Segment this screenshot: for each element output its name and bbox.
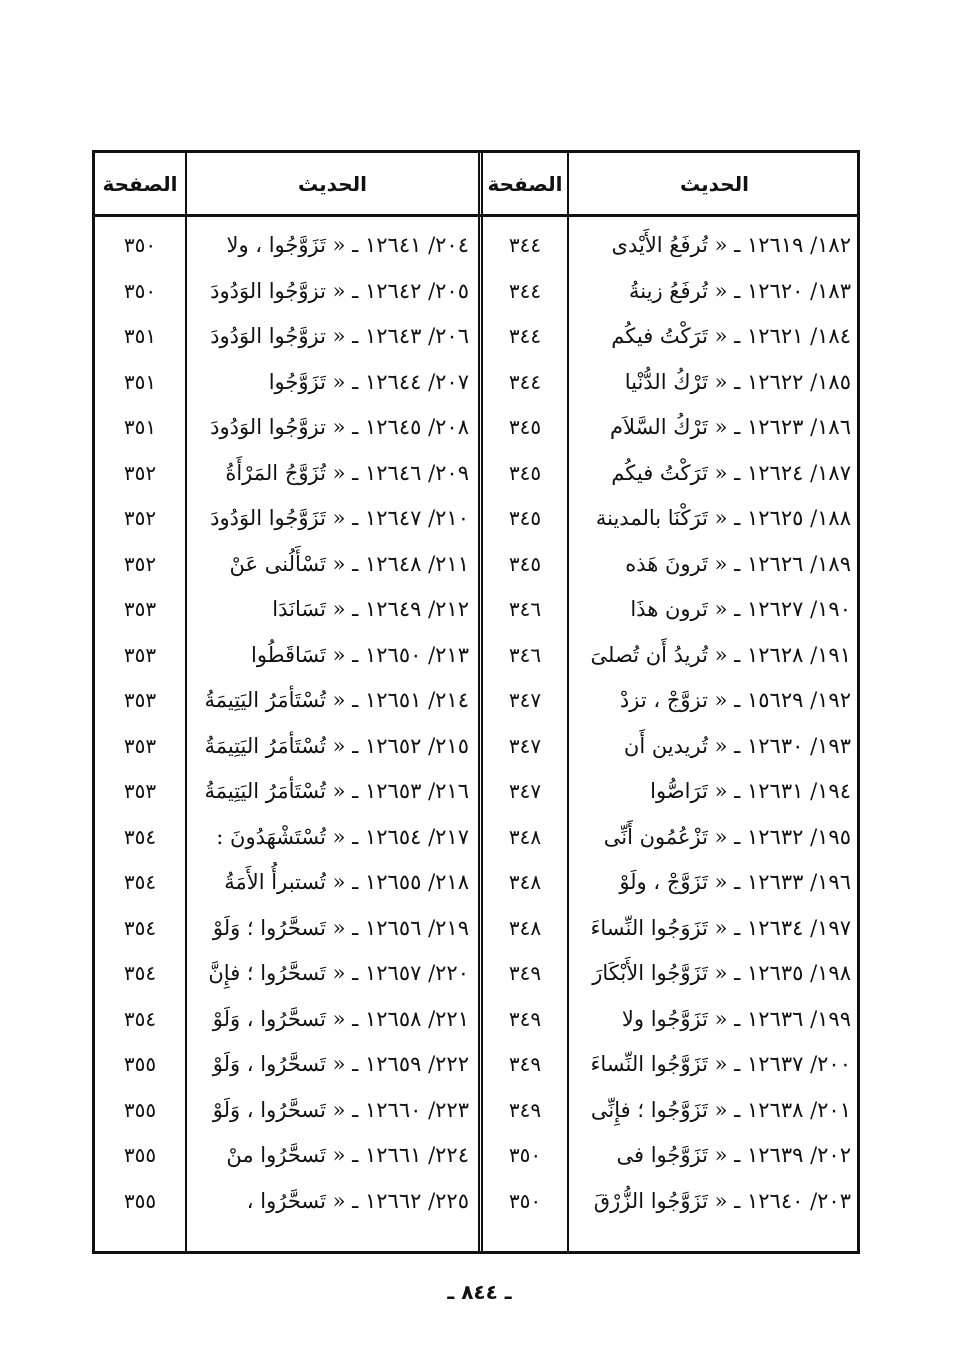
page-number-cell: ٣٥٤ <box>123 1006 157 1031</box>
page-number-cell: ٣٤٨ <box>508 870 542 894</box>
hadith-entry: ٢١٦/ ١٢٦٥٣ ـ « تُسْتَأمَرُ اليَتِيمَةُ <box>204 779 469 803</box>
hadith-entry: ٢٢٥/ ١٢٦٦٢ ـ « تَسحَّرُوا ، <box>246 1188 469 1213</box>
page-number-cell: ٣٥٥ <box>123 1143 157 1167</box>
page-number-cell: ٣٥٥ <box>123 1188 157 1213</box>
page-number-cell: ٣٥٣ <box>123 642 157 667</box>
page-number-cell: ٣٥٤ <box>123 870 157 894</box>
hadith-entry: ٢٠٧/ ١٢٦٤٤ ـ « تَزَوَّجُوا <box>268 369 469 394</box>
hadith-entry: ٢٢٣/ ١٢٦٦٠ ـ « تَسحَّرُوا ، وَلَوْ <box>212 1097 469 1122</box>
page-number-cell: ٣٥١ <box>123 415 157 439</box>
page-number-cell: ٣٤٨ <box>508 824 542 849</box>
page-number-cell: ٣٤٧ <box>508 779 542 803</box>
hadith-entry: ٢٠٣/ ١٢٦٤٠ ـ « تَزَوَّجُوا الزُّرْقَ <box>593 1188 851 1213</box>
hadith-entry: ٢١٥/ ١٢٦٥٢ ـ « تُسْتَأمَرُ اليَتِيمَةُ <box>204 733 469 758</box>
hadith-entry: ١٨٨/ ١٢٦٢٥ ـ « تَرَكْنَا بالمدينة <box>595 506 851 530</box>
page-number-cell: ٣٤٩ <box>508 1052 542 1076</box>
hadith-entry: ١٨٣/ ١٢٦٢٠ ـ « تُرفَعُ زينةُ <box>629 278 851 303</box>
page-number-cell: ٣٤٩ <box>508 1097 542 1122</box>
hadith-entry: ٢١١/ ١٢٦٤٨ ـ « تَسْأَلُنى عَنْ <box>229 551 469 576</box>
hadith-entry: ٢٠٠/ ١٢٦٣٧ ـ « تَزَوَّجُوا النِّساءَ <box>590 1052 851 1076</box>
hadith-entry: ٢١٢/ ١٢٦٤٩ ـ « تَسَانَدَا <box>272 597 469 621</box>
column-divider <box>185 153 187 1251</box>
hadith-entry: ١٨٢/ ١٢٦١٩ ـ « تُرفَعُ الأَيْدى <box>611 233 851 257</box>
page-number-cell: ٣٤٤ <box>508 278 542 303</box>
page-number-cell: ٣٥٢ <box>123 506 157 530</box>
hadith-entry: ٢١٤/ ١٢٦٥١ ـ « تُسْتَأمَرُ اليَتِيمَةُ <box>204 688 469 712</box>
hadith-entry: ١٩٥/ ١٢٦٣٢ ـ « تَزْعُمُون أَنِّى <box>603 824 851 849</box>
page-number-cell: ٣٤٤ <box>508 233 542 257</box>
page-number-cell: ٣٤٩ <box>508 1006 542 1031</box>
hadith-entry: ١٩٨/ ١٢٦٣٥ ـ « تَزَوَّجُوا الأَبْكَارَ <box>592 961 851 985</box>
page-number-cell: ٣٥٤ <box>123 961 157 985</box>
page-number-cell: ٣٤٧ <box>508 688 542 712</box>
column-divider <box>567 153 569 1251</box>
hadith-entry: ٢١٠/ ١٢٦٤٧ ـ « تَزَوَّجُوا الوَدُودَ <box>210 506 469 530</box>
page-number-cell: ٣٥٣ <box>123 688 157 712</box>
page-number-cell: ٣٥٠ <box>508 1188 542 1213</box>
hadith-entry: ٢٠٩/ ١٢٦٤٦ ـ « تُزَوَّجُ المَرْأَةُ <box>225 460 469 485</box>
page-number-cell: ٣٥٠ <box>508 1143 542 1167</box>
hadith-entry: ١٨٩/ ١٢٦٢٦ ـ « تَرونَ هَذه <box>625 551 851 576</box>
page-number-cell: ٣٥٢ <box>123 551 157 576</box>
hadith-entry: ٢١٧/ ١٢٦٥٤ ـ « تُسْتَشْهَدُونَ : <box>216 824 469 849</box>
page-number-cell: ٣٤٥ <box>508 415 542 439</box>
hadith-entry: ١٨٤/ ١٢٦٢١ ـ « تَرَكْتُ فيكُم <box>611 324 851 348</box>
page-number-cell: ٣٥٤ <box>123 824 157 849</box>
hadith-entry: ٢٢٢/ ١٢٦٥٩ ـ « تَسحَّرُوا ، وَلَوْ <box>212 1052 469 1076</box>
hadith-entry: ١٩٧/ ١٢٦٣٤ ـ « تَزَوَجُوا النِّساءَ <box>590 915 851 940</box>
page-number-cell: ٣٥١ <box>123 369 157 394</box>
page-number-cell: ٣٥٥ <box>123 1097 157 1122</box>
page-number-cell: ٣٤٦ <box>508 642 542 667</box>
page-number-cell: ٣٥١ <box>123 324 157 348</box>
hadith-entry: ٢٠٦/ ١٢٦٤٣ ـ « تزوَّجُوا الوَدُودَ <box>210 324 469 348</box>
hadith-entry: ١٩٢/ ١٥٦٢٩ ـ « تزوَّجْ ، تزدْ <box>619 688 851 712</box>
header-left-page: الصفحة <box>102 172 178 196</box>
page-number-cell: ٣٤٦ <box>508 597 542 621</box>
hadith-entry: ١٩٠/ ١٢٦٢٧ ـ « تَرون هذَا <box>630 597 851 621</box>
hadith-entry: ٢٢١/ ١٢٦٥٨ ـ « تَسحَّرُوا ، وَلَوْ <box>212 1006 469 1031</box>
hadith-entry: ١٨٦/ ١٢٦٢٣ ـ « تَرْكُ السَّلاَم <box>610 415 851 439</box>
hadith-entry: ٢٠٥/ ١٢٦٤٢ ـ « تزوَّجُوا الوَدُودَ <box>210 278 469 303</box>
hadith-entry: ٢٠٤/ ١٢٦٤١ ـ « تَزَوَّجُوا ، ولا <box>226 233 469 257</box>
page-number-cell: ٣٤٤ <box>508 369 542 394</box>
page-number-cell: ٣٥٣ <box>123 779 157 803</box>
page-number-cell: ٣٤٥ <box>508 551 542 576</box>
hadith-entry: ٢٢٠/ ١٢٦٥٧ ـ « تَسحَّرُوا ؛ فإِنَّ <box>208 961 469 985</box>
hadith-entry: ٢١٣/ ١٢٦٥٠ ـ « تَسَاقَطُوا <box>251 642 469 667</box>
header-right-hadith: الحديث <box>679 172 749 196</box>
page-number-cell: ٣٤٧ <box>508 733 542 758</box>
page-number-cell: ٣٥٥ <box>123 1052 157 1076</box>
hadith-entry: ١٨٧/ ١٢٦٢٤ ـ « تَرَكْتُ فيكُم <box>611 460 851 485</box>
hadith-entry: ١٩١/ ١٢٦٢٨ ـ « تُريدُ أَن تُصلىَ <box>590 642 851 667</box>
hadith-entry: ٢٠١/ ١٢٦٣٨ ـ « تَزَوَّجُوا ؛ فإِنِّى <box>590 1097 851 1122</box>
hadith-entry: ٢٢٤/ ١٢٦٦١ ـ « تَسحَّرُوا منْ <box>226 1143 469 1167</box>
page-number-cell: ٣٥٣ <box>123 733 157 758</box>
page-number-cell: ٣٤٥ <box>508 460 542 485</box>
hadith-entry: ١٩٣/ ١٢٦٣٠ ـ « تُريدين أَن <box>623 733 851 758</box>
hadith-entry: ٢١٩/ ١٢٦٥٦ ـ « تَسحَّرُوا ؛ وَلَوْ <box>212 915 469 940</box>
page-number-cell: ٣٥٤ <box>123 915 157 940</box>
hadith-entry: ٢١٨/ ١٢٦٥٥ ـ « تُستبرأُ الأَمَةُ <box>224 870 469 894</box>
header-left-hadith: الحديث <box>297 172 367 196</box>
hadith-entry: ١٨٥/ ١٢٦٢٢ ـ « تَرْكُ الدُّنْيا <box>624 369 851 394</box>
hadith-entry: ١٩٤/ ١٢٦٣١ ـ « تَرَاصُّوا <box>650 779 851 803</box>
hadith-entry: ١٩٩/ ١٢٦٣٦ ـ « تَزَوَّجُوا ولا <box>621 1006 851 1031</box>
page-number-cell: ٣٥٠ <box>123 278 157 303</box>
hadith-entry: ٢٠٢/ ١٢٦٣٩ ـ « تَزَوَّجُوا فى <box>616 1143 851 1167</box>
page-number-cell: ٣٤٥ <box>508 506 542 530</box>
page-number-cell: ٣٤٤ <box>508 324 542 348</box>
hadith-entry: ١٩٦/ ١٢٦٣٣ ـ « تَزَوَّجْ ، ولَوْ <box>619 870 851 894</box>
page-number-cell: ٣٤٨ <box>508 915 542 940</box>
page-number-cell: ٣٤٩ <box>508 961 542 985</box>
header-right-page: الصفحة <box>487 172 563 196</box>
page-number: ـ ٨٤٤ ـ <box>447 1280 512 1304</box>
page-number-cell: ٣٥٠ <box>123 233 157 257</box>
index-table <box>92 150 860 1254</box>
page-number-cell: ٣٥٣ <box>123 597 157 621</box>
page-number-cell: ٣٥٢ <box>123 460 157 485</box>
header-rule <box>95 214 857 217</box>
hadith-entry: ٢٠٨/ ١٢٦٤٥ ـ « تزوَّجُوا الوَدُودَ <box>210 415 469 439</box>
